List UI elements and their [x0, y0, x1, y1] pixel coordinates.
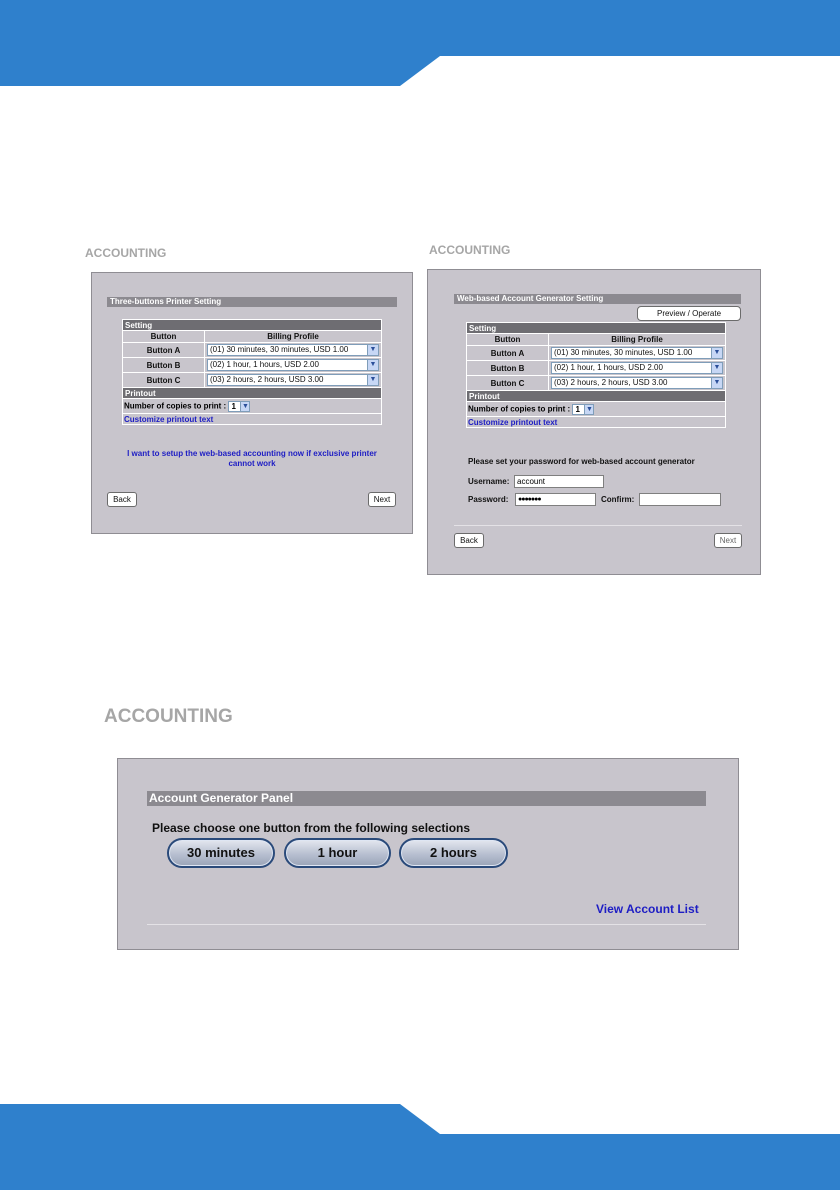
password-prompt: Please set your password for web-based account generator: [468, 457, 695, 466]
panel-title: Web-based Account Generator Setting: [454, 294, 741, 304]
billing-table: [466, 322, 726, 428]
chevron-down-icon: ▼: [711, 348, 722, 358]
billing-table: [122, 319, 382, 425]
table-row: [467, 346, 726, 361]
button-c-profile-select[interactable]: (03) 2 hours, 2 hours, USD 3.00 ▼: [551, 377, 723, 389]
30-minutes-button[interactable]: 30 minutes: [167, 838, 275, 868]
customize-printout-link[interactable]: Customize printout text: [468, 417, 558, 427]
copies-label: Number of copies to print :: [124, 401, 227, 411]
button-b-profile-select[interactable]: (02) 1 hour, 1 hours, USD 2.00 ▼: [207, 359, 379, 371]
password-input[interactable]: ●●●●●●●: [515, 493, 596, 506]
chevron-down-icon: ▼: [367, 345, 378, 355]
copies-label: Number of copies to print :: [468, 404, 571, 414]
next-button[interactable]: Next: [368, 492, 396, 507]
button-b-profile-select[interactable]: (02) 1 hour, 1 hours, USD 2.00 ▼: [551, 362, 723, 374]
divider: [454, 525, 742, 526]
table-row: [123, 373, 382, 388]
table-row: [467, 376, 726, 391]
page-heading: ACCOUNTING: [104, 706, 233, 727]
web-generator-screenshot: [427, 240, 762, 577]
chevron-down-icon: ▼: [242, 402, 249, 410]
copies-row: [123, 399, 382, 414]
customize-printout-link[interactable]: Customize printout text: [124, 414, 214, 424]
button-a-label: Button A: [467, 346, 549, 361]
section-setting: Setting: [123, 320, 382, 331]
username-input[interactable]: account: [514, 475, 604, 488]
chevron-down-icon: ▼: [586, 405, 593, 413]
back-button[interactable]: Back: [454, 533, 484, 548]
selection-prompt: Please choose one button from the following selections: [152, 821, 471, 835]
col-profile-header: Billing Profile: [549, 334, 726, 346]
confirm-input[interactable]: [639, 493, 721, 506]
settings-panel: [427, 269, 761, 575]
button-c-label: Button C: [467, 376, 549, 391]
settings-panel: [91, 272, 413, 534]
chevron-down-icon: ▼: [367, 360, 378, 370]
chevron-down-icon: ▼: [367, 375, 378, 385]
section-setting: Setting: [467, 323, 726, 334]
copies-select[interactable]: 1 ▼: [228, 401, 250, 412]
button-a-profile-select[interactable]: (01) 30 minutes, 30 minutes, USD 1.00 ▼: [207, 344, 379, 356]
preview-operate-button[interactable]: Preview / Operate: [637, 306, 741, 321]
panel-title: Account Generator Panel: [147, 791, 706, 806]
divider: [147, 924, 706, 925]
button-a-label: Button A: [123, 343, 205, 358]
bottom-banner: [0, 1104, 840, 1190]
next-button[interactable]: Next: [714, 533, 742, 548]
button-c-profile-select[interactable]: (03) 2 hours, 2 hours, USD 3.00 ▼: [207, 374, 379, 386]
view-account-list-link[interactable]: View Account List: [596, 902, 699, 916]
button-b-label: Button B: [123, 358, 205, 373]
copies-select[interactable]: 1 ▼: [572, 404, 594, 415]
section-printout: Printout: [123, 388, 382, 399]
account-generator-screenshot: [97, 698, 745, 956]
generator-panel: [117, 758, 739, 950]
col-button-header: Button: [123, 331, 205, 343]
1-hour-button[interactable]: 1 hour: [284, 838, 391, 868]
web-based-setup-link[interactable]: I want to setup the web-based accounting now if exclusive printer cannot work: [127, 449, 377, 468]
col-profile-header: Billing Profile: [205, 331, 382, 343]
back-button[interactable]: Back: [107, 492, 137, 507]
button-b-label: Button B: [467, 361, 549, 376]
section-printout: Printout: [467, 391, 726, 402]
copies-row: [467, 402, 726, 417]
printer-setting-screenshot: [84, 243, 414, 535]
button-a-profile-select[interactable]: (01) 30 minutes, 30 minutes, USD 1.00 ▼: [551, 347, 723, 359]
col-button-header: Button: [467, 334, 549, 346]
2-hours-button[interactable]: 2 hours: [399, 838, 508, 868]
password-label: Password:: [468, 495, 509, 504]
username-label: Username:: [468, 477, 510, 486]
chevron-down-icon: ▼: [711, 378, 722, 388]
page-heading: ACCOUNTING: [85, 246, 167, 260]
confirm-label: Confirm:: [601, 495, 635, 504]
chevron-down-icon: ▼: [711, 363, 722, 373]
table-row: [467, 361, 726, 376]
table-row: [123, 358, 382, 373]
table-row: [123, 343, 382, 358]
page-heading: ACCOUNTING: [429, 243, 511, 257]
panel-title: Three-buttons Printer Setting: [107, 297, 397, 307]
button-c-label: Button C: [123, 373, 205, 388]
top-banner: [0, 0, 840, 86]
